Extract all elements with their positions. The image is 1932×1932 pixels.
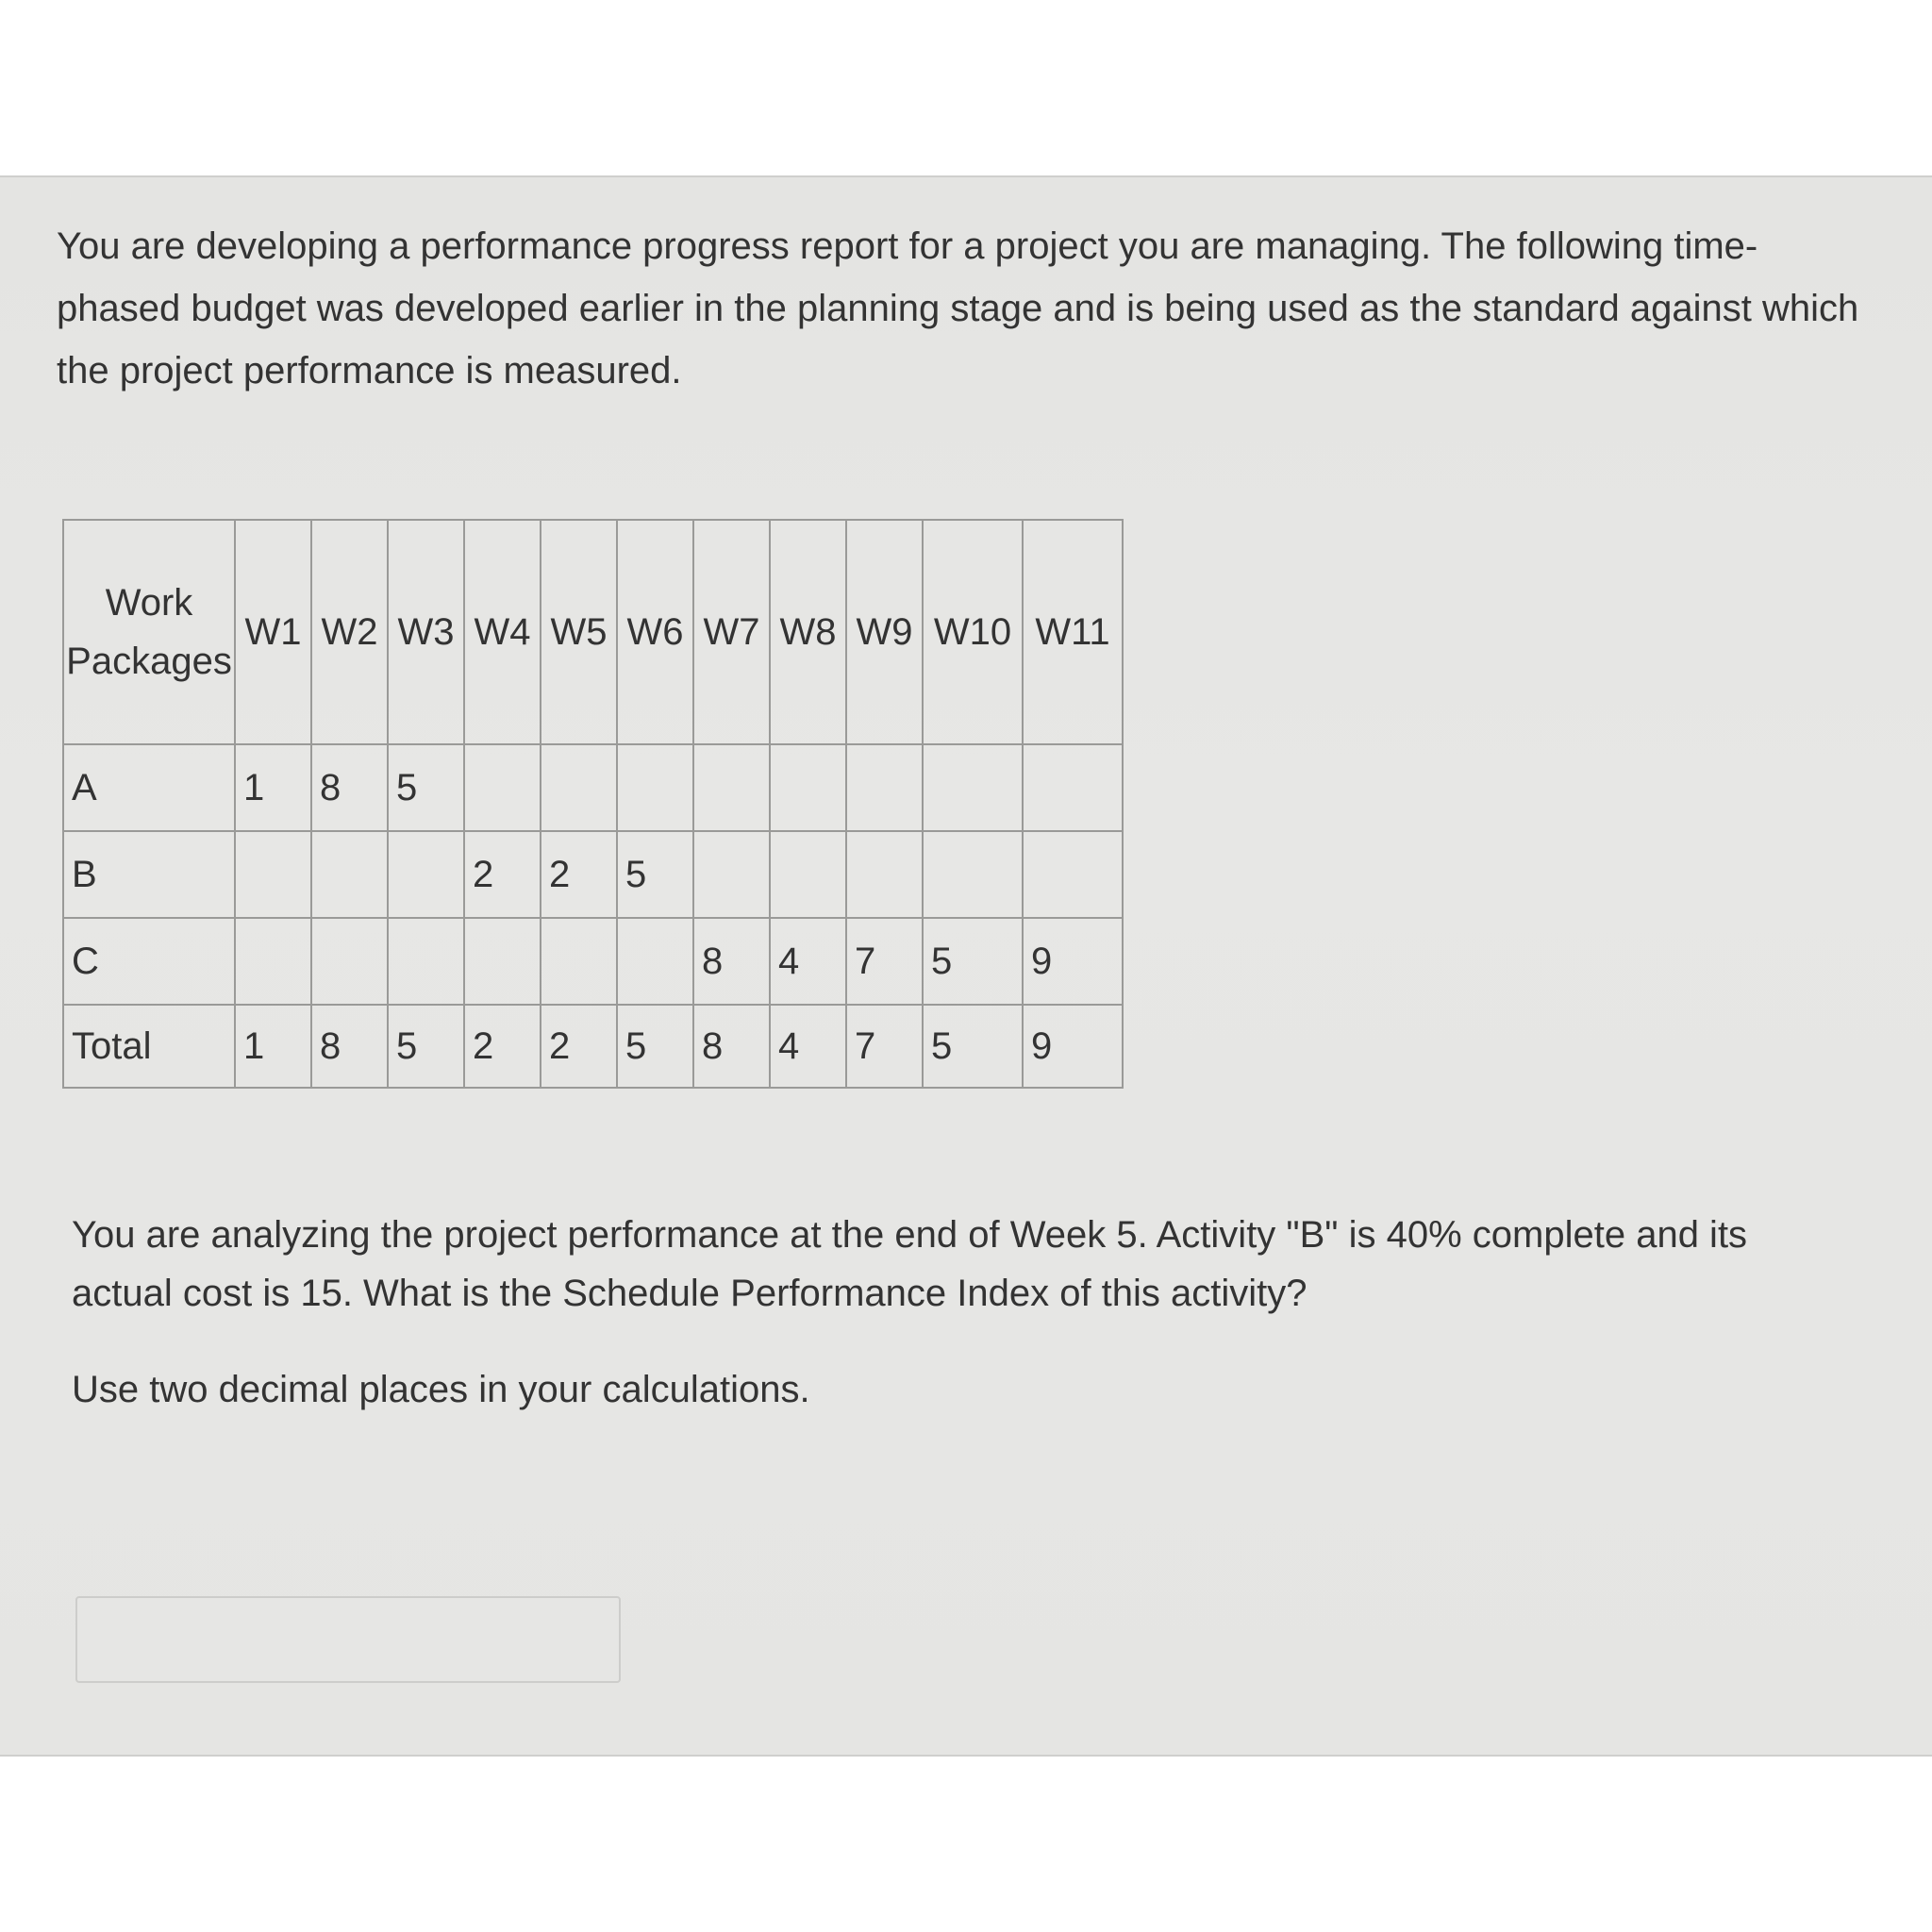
table-cell: [923, 744, 1023, 831]
row-label: C: [63, 918, 235, 1005]
table-row: [63, 831, 1123, 918]
table-cell: [846, 744, 923, 831]
table-cell: 5: [617, 1005, 693, 1088]
week-header: W1: [235, 520, 311, 744]
row-label: B: [63, 831, 235, 918]
table-cell: 8: [311, 744, 388, 831]
table-cell: [770, 831, 846, 918]
week-header: W10: [923, 520, 1023, 744]
row-label: Total: [63, 1005, 235, 1088]
table-cell: [923, 831, 1023, 918]
work-packages-header: Work Packages: [63, 520, 235, 744]
table-cell: [693, 831, 770, 918]
table-cell: 1: [235, 744, 311, 831]
table-cell: [617, 744, 693, 831]
table-cell: [1023, 744, 1123, 831]
table-cell: [235, 831, 311, 918]
question-panel: [0, 175, 1932, 1757]
table-cell: 2: [464, 1005, 541, 1088]
table-cell: 5: [388, 744, 464, 831]
table-cell: [464, 744, 541, 831]
answer-input[interactable]: [75, 1596, 621, 1683]
table-cell: [311, 918, 388, 1005]
time-phased-budget-table: [62, 519, 1124, 1089]
question-text: You are analyzing the project performance at the end of Week 5. Activity "B" is 40% complete and its actual cost is 15. What is the Schedule Performance Index of this activity?: [72, 1214, 1748, 1314]
table-cell: 8: [693, 918, 770, 1005]
table-cell: [311, 831, 388, 918]
week-header: W8: [770, 520, 846, 744]
table-cell: [693, 744, 770, 831]
table-cell: 2: [464, 831, 541, 918]
table-header-row: [63, 520, 1123, 744]
table-cell: [770, 744, 846, 831]
table-cell: 2: [541, 1005, 617, 1088]
table-cell: 5: [388, 1005, 464, 1088]
table-cell: [846, 831, 923, 918]
table-cell: [617, 918, 693, 1005]
table-row-total: [63, 1005, 1123, 1088]
table-cell: 4: [770, 1005, 846, 1088]
table-row: [63, 918, 1123, 1005]
table-cell: 5: [617, 831, 693, 918]
week-header: W11: [1023, 520, 1123, 744]
table-cell: 8: [693, 1005, 770, 1088]
table-cell: 7: [846, 918, 923, 1005]
week-header: W3: [388, 520, 464, 744]
week-header: W4: [464, 520, 541, 744]
table-cell: 5: [923, 1005, 1023, 1088]
table-cell: [1023, 831, 1123, 918]
table-cell: 2: [541, 831, 617, 918]
week-header: W2: [311, 520, 388, 744]
table-cell: 8: [311, 1005, 388, 1088]
instruction-text: Use two decimal places in your calculations.: [72, 1369, 810, 1410]
table-cell: [464, 918, 541, 1005]
row-label: A: [63, 744, 235, 831]
table-cell: 1: [235, 1005, 311, 1088]
table-cell: 7: [846, 1005, 923, 1088]
table-cell: 5: [923, 918, 1023, 1005]
table-cell: [235, 918, 311, 1005]
week-header: W6: [617, 520, 693, 744]
table-cell: [388, 918, 464, 1005]
week-header: W7: [693, 520, 770, 744]
table-cell: [388, 831, 464, 918]
table-cell: 9: [1023, 918, 1123, 1005]
table-row: [63, 744, 1123, 831]
table-cell: [541, 744, 617, 831]
table-cell: [541, 918, 617, 1005]
intro-text: You are developing a performance progress report for a project you are managing. The following time-phased budget was developed earlier in the planning stage and is being used as the standard against which the project performance is measured.: [57, 225, 1859, 391]
week-header: W5: [541, 520, 617, 744]
table-cell: 4: [770, 918, 846, 1005]
table-cell: 9: [1023, 1005, 1123, 1088]
week-header: W9: [846, 520, 923, 744]
